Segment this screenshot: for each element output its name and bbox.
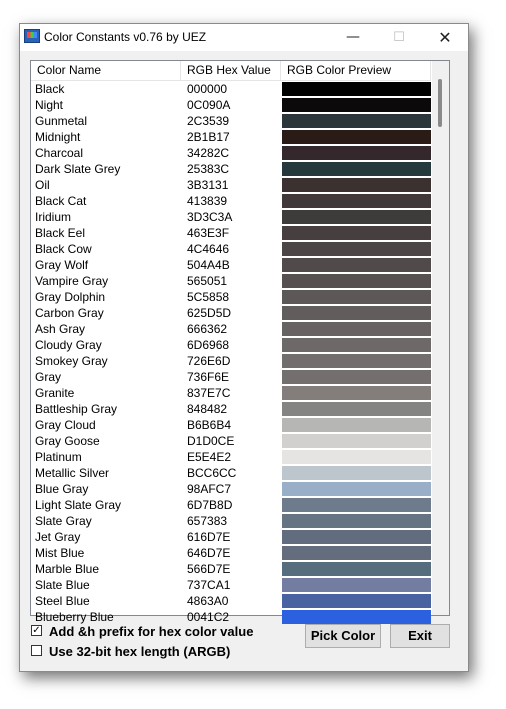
prefix-checkbox[interactable]: ✓ — [32, 625, 41, 636]
color-preview-swatch — [282, 82, 431, 96]
argb-checkbox[interactable] — [31, 645, 42, 656]
app-window — [19, 23, 469, 672]
list-row[interactable] — [31, 353, 431, 369]
color-name-cell: Light Slate Gray — [35, 498, 122, 512]
color-name-cell: Granite — [35, 386, 75, 400]
vertical-scrollbar[interactable] — [432, 61, 449, 615]
hex-value-cell: 848482 — [187, 402, 228, 416]
column-header-rgb-preview[interactable]: RGB Color Preview — [281, 61, 431, 80]
pick-color-button[interactable]: Pick Color — [305, 624, 381, 648]
color-preview-swatch — [282, 274, 431, 288]
color-name-cell: Charcoal — [35, 146, 84, 160]
color-name-cell: Gray Cloud — [35, 418, 96, 432]
hex-value-cell: 565051 — [187, 274, 228, 288]
list-row[interactable] — [31, 609, 431, 625]
color-name-cell: Metallic Silver — [35, 466, 110, 480]
list-row[interactable] — [31, 401, 431, 417]
color-name-cell: Gray Dolphin — [35, 290, 106, 304]
color-name-cell: Black Cow — [35, 242, 92, 256]
list-rows — [31, 81, 431, 625]
color-preview-swatch — [282, 498, 431, 512]
hex-value-cell: 0C090A — [187, 98, 231, 112]
color-preview-swatch — [282, 194, 431, 208]
color-name-cell: Black Cat — [35, 194, 87, 208]
list-row[interactable] — [31, 337, 431, 353]
list-header — [31, 61, 431, 81]
color-name-cell: Iridium — [35, 210, 72, 224]
list-row[interactable] — [31, 129, 431, 145]
hex-value-cell: 6D7B8D — [187, 498, 233, 512]
argb-checkbox-label[interactable]: Use 32-bit hex length (ARGB) — [49, 644, 231, 659]
hex-value-cell: 625D5D — [187, 306, 232, 320]
color-preview-swatch — [282, 546, 431, 560]
hex-value-cell: B6B6B4 — [187, 418, 232, 432]
color-preview-swatch — [282, 450, 431, 464]
hex-value-cell: 0041C2 — [187, 610, 230, 624]
list-row[interactable] — [31, 577, 431, 593]
hex-value-cell: 666362 — [187, 322, 228, 336]
hex-value-cell: 98AFC7 — [187, 482, 232, 496]
list-row[interactable] — [31, 241, 431, 257]
color-preview-swatch — [282, 178, 431, 192]
color-preview-swatch — [282, 530, 431, 544]
list-row[interactable] — [31, 113, 431, 129]
hex-value-cell: 5C5858 — [187, 290, 230, 304]
list-row[interactable] — [31, 449, 431, 465]
list-row[interactable] — [31, 561, 431, 577]
color-name-cell: Carbon Gray — [35, 306, 104, 320]
color-preview-swatch — [282, 258, 431, 272]
color-preview-swatch — [282, 434, 431, 448]
list-row[interactable] — [31, 289, 431, 305]
hex-value-cell: E5E4E2 — [187, 450, 232, 464]
color-name-cell: Cloudy Gray — [35, 338, 102, 352]
hex-value-cell: 616D7E — [187, 530, 231, 544]
hex-value-cell: 4C4646 — [187, 242, 230, 256]
hex-value-cell: 3D3C3A — [187, 210, 233, 224]
list-row[interactable] — [31, 385, 431, 401]
hex-value-cell: 463E3F — [187, 226, 230, 240]
list-row[interactable] — [31, 369, 431, 385]
list-row[interactable] — [31, 545, 431, 561]
color-name-cell: Oil — [35, 178, 50, 192]
color-preview-swatch — [282, 114, 431, 128]
hex-value-cell: 413839 — [187, 194, 228, 208]
minimize-button[interactable]: — — [346, 29, 360, 45]
list-row[interactable] — [31, 529, 431, 545]
argb-option[interactable] — [31, 644, 291, 660]
color-preview-swatch — [282, 610, 431, 624]
color-preview-swatch — [282, 242, 431, 256]
hex-value-cell: 657383 — [187, 514, 228, 528]
color-preview-swatch — [282, 226, 431, 240]
hex-value-cell: 34282C — [187, 146, 230, 160]
color-preview-swatch — [282, 210, 431, 224]
color-list[interactable] — [30, 60, 450, 624]
list-row[interactable] — [31, 321, 431, 337]
color-name-cell: Slate Blue — [35, 578, 90, 592]
list-row[interactable] — [31, 497, 431, 513]
color-name-cell: Slate Gray — [35, 514, 92, 528]
hex-value-cell: 3B3131 — [187, 178, 229, 192]
color-preview-swatch — [282, 482, 431, 496]
color-preview-swatch — [282, 370, 431, 384]
color-preview-swatch — [282, 130, 431, 144]
list-row[interactable] — [31, 417, 431, 433]
color-name-cell: Gunmetal — [35, 114, 88, 128]
list-row[interactable] — [31, 465, 431, 481]
list-row[interactable] — [31, 209, 431, 225]
color-name-cell: Battleship Gray — [35, 402, 118, 416]
prefix-checkbox-label[interactable]: Add &h prefix for hex color value — [49, 624, 254, 639]
color-preview-swatch — [282, 306, 431, 320]
list-row[interactable] — [31, 81, 431, 97]
close-button[interactable]: ✕ — [438, 28, 452, 47]
color-preview-swatch — [282, 322, 431, 336]
color-name-cell: Black — [35, 82, 65, 96]
color-name-cell: Jet Gray — [35, 530, 81, 544]
color-name-cell: Gray — [35, 370, 62, 384]
color-preview-swatch — [282, 290, 431, 304]
hex-value-cell: 25383C — [187, 162, 230, 176]
list-row[interactable] — [31, 481, 431, 497]
color-preview-swatch — [282, 514, 431, 528]
list-row[interactable] — [31, 161, 431, 177]
column-header-color-name[interactable]: Color Name — [31, 61, 181, 80]
hex-value-cell: 566D7E — [187, 562, 231, 576]
hex-value-cell: 736F6E — [187, 370, 230, 384]
hex-value-cell: 726E6D — [187, 354, 231, 368]
hex-value-cell: 6D6968 — [187, 338, 230, 352]
color-preview-swatch — [282, 402, 431, 416]
color-preview-swatch — [282, 146, 431, 160]
color-name-cell: Marble Blue — [35, 562, 100, 576]
hex-value-cell: 2C3539 — [187, 114, 230, 128]
title-bar[interactable] — [20, 24, 468, 51]
hex-value-cell: 4863A0 — [187, 594, 229, 608]
list-row[interactable] — [31, 257, 431, 273]
color-name-cell: Gray Wolf — [35, 258, 89, 272]
maximize-button: ☐ — [393, 30, 405, 45]
hex-value-cell: 646D7E — [187, 546, 231, 560]
color-preview-swatch — [282, 418, 431, 432]
hex-value-cell: 837E7C — [187, 386, 231, 400]
color-name-cell: Midnight — [35, 130, 81, 144]
list-row[interactable] — [31, 513, 431, 529]
hex-value-cell: 504A4B — [187, 258, 230, 272]
hex-value-cell: BCC6CC — [187, 466, 237, 480]
color-name-cell: Vampire Gray — [35, 274, 109, 288]
list-row[interactable] — [31, 97, 431, 113]
color-preview-swatch — [282, 162, 431, 176]
color-name-cell: Black Eel — [35, 226, 86, 240]
prefix-option[interactable] — [31, 624, 291, 640]
color-name-cell: Dark Slate Grey — [35, 162, 121, 176]
window-title: Color Constants v0.76 by UEZ — [44, 30, 207, 44]
hex-value-cell: 2B1B17 — [187, 130, 230, 144]
scrollbar-thumb[interactable] — [438, 79, 442, 127]
color-preview-swatch — [282, 98, 431, 112]
list-row[interactable] — [31, 145, 431, 161]
list-row[interactable] — [31, 433, 431, 449]
color-name-cell: Steel Blue — [35, 594, 90, 608]
color-preview-swatch — [282, 386, 431, 400]
color-name-cell: Blue Gray — [35, 482, 89, 496]
color-name-cell: Blueberry Blue — [35, 610, 114, 624]
color-preview-swatch — [282, 562, 431, 576]
list-row[interactable] — [31, 177, 431, 193]
color-preview-swatch — [282, 466, 431, 480]
color-name-cell: Ash Gray — [35, 322, 86, 336]
color-preview-swatch — [282, 578, 431, 592]
list-row[interactable] — [31, 273, 431, 289]
hex-value-cell: D1D0CE — [187, 434, 235, 448]
exit-button[interactable]: Exit — [390, 624, 450, 648]
hex-value-cell: 737CA1 — [187, 578, 231, 592]
list-row[interactable] — [31, 593, 431, 609]
list-row[interactable] — [31, 193, 431, 209]
color-preview-swatch — [282, 354, 431, 368]
color-preview-swatch — [282, 338, 431, 352]
color-preview-swatch — [282, 594, 431, 608]
color-name-cell: Gray Goose — [35, 434, 100, 448]
list-row[interactable] — [31, 225, 431, 241]
palette-app-icon — [24, 29, 40, 43]
color-name-cell: Mist Blue — [35, 546, 85, 560]
column-header-rgb-hex[interactable]: RGB Hex Value — [181, 61, 281, 80]
color-name-cell: Platinum — [35, 450, 82, 464]
hex-value-cell: 000000 — [187, 82, 228, 96]
list-row[interactable] — [31, 305, 431, 321]
color-name-cell: Smokey Gray — [35, 354, 108, 368]
color-name-cell: Night — [35, 98, 64, 112]
